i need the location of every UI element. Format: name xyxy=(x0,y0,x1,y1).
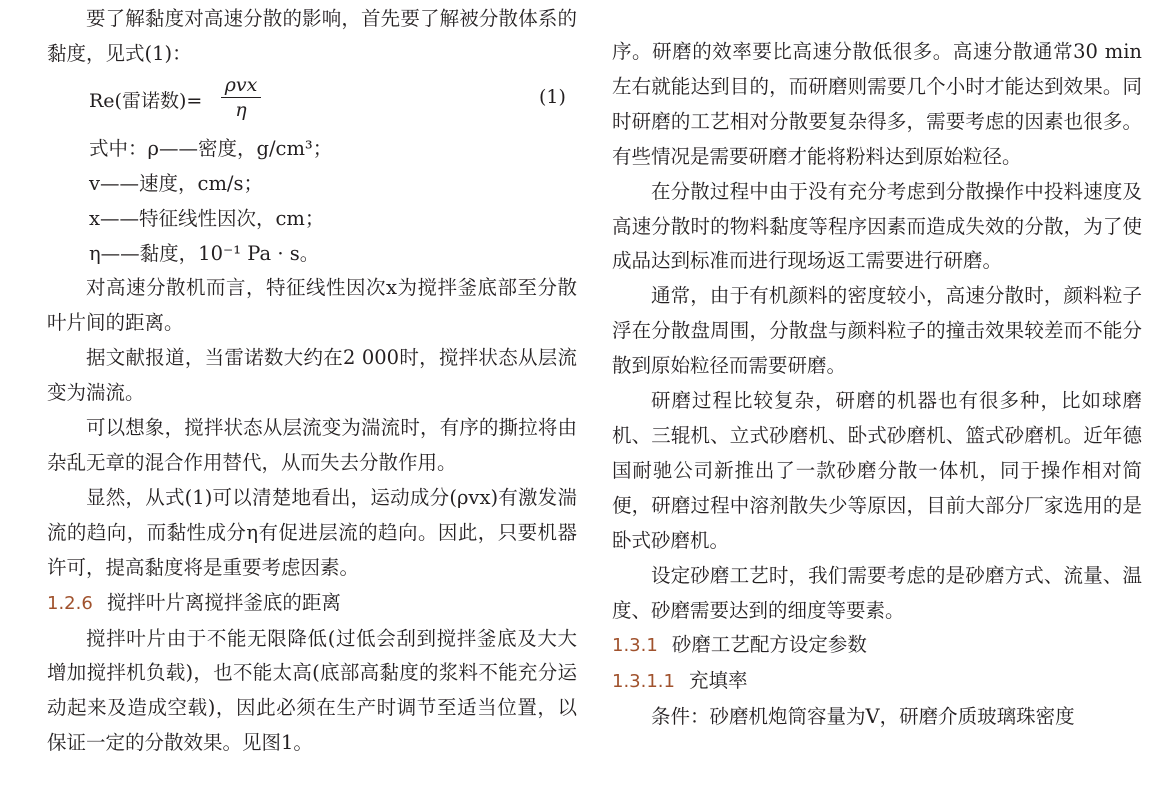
definition-viscosity: η——黏度，10⁻¹ Pa · s。 xyxy=(89,241,320,265)
left-paragraph-1: 要了解黏度对高速分散的影响，首先要了解被分散体系的黏度，见式(1)： xyxy=(47,7,577,65)
right-column xyxy=(612,35,1142,735)
section-title: 搅拌叶片离搅拌釜底的距离 xyxy=(106,590,341,614)
section-title: 砂磨工艺配方设定参数 xyxy=(671,633,867,657)
left-paragraph-6: 搅拌叶片由于不能无限降低(过低会刮到搅拌釜底及大大增加搅拌机负载)，也不能太高(底部高黏度的浆料不能充分运动起来及造成空载)，因此必须在生产时调节至适当位置，以保证一定的分散效果。见图1。 xyxy=(47,626,577,755)
section-number: 1.3.1 xyxy=(612,635,658,657)
right-paragraph-6: 条件：砂磨机炮筒容量为V，研磨介质玻璃珠密度 xyxy=(651,705,1075,729)
left-paragraph-5: 显然，从式(1)可以清楚地看出，运动成分(ρvx)有激发湍流的趋向，而黏性成分η有促进层流的趋向。因此，只要机器许可，提高黏度将是重要考虑因素。 xyxy=(47,485,577,579)
equation-number: (1) xyxy=(539,85,566,108)
definition-length: x——特征线性因次，cm； xyxy=(89,206,325,230)
right-paragraph-4: 研磨过程比较复杂，研磨的机器也有很多种，比如球磨机、三辊机、立式砂磨机、卧式砂磨机、篮式砂磨机。近年德国耐驰公司新推出了一款砂磨分散一体机，同于操作相对简便，研磨过程中溶剂散失少等原因，目前大部分厂家选用的是卧式砂磨机。 xyxy=(612,389,1142,552)
right-paragraph-5: 设定砂磨工艺时，我们需要考虑的是砂磨方式、流量、温度、砂磨需要达到的细度等要素。 xyxy=(612,563,1142,622)
definition-velocity: v——速度，cm/s； xyxy=(89,171,264,195)
section-heading-1-3-1-1 xyxy=(612,664,1142,700)
right-paragraph-2: 在分散过程中由于没有充分考虑到分散操作中投料速度及高速分散时的物料黏度等程序因素而造成失效的分散，为了使成品达到标准而进行现场返工需要进行研磨。 xyxy=(612,179,1142,273)
section-heading-1-2-6 xyxy=(47,586,577,622)
section-number: 1.3.1.1 xyxy=(612,671,675,693)
section-number: 1.2.6 xyxy=(47,592,93,614)
right-paragraph-3: 通常，由于有机颜料的密度较小，高速分散时，颜料粒子浮在分散盘周围，分散盘与颜料粒子的撞击效果较差而不能分散到原始粒径而需要研磨。 xyxy=(612,284,1142,378)
left-paragraph-3: 据文献报道，当雷诺数大约在2 000时，搅拌状态从层流变为湍流。 xyxy=(47,346,577,405)
formula-numerator: ρvx xyxy=(224,73,258,96)
left-paragraph-2: 对高速分散机而言，特征线性因次x为搅拌釜底部至分散叶片间的距离。 xyxy=(47,276,577,335)
left-paragraph-4: 可以想象，搅拌状态从层流变为湍流时，有序的撕拉将由杂乱无章的混合作用替代，从而失去分散作用。 xyxy=(47,416,577,474)
section-heading-1-3-1 xyxy=(612,628,1142,664)
definition-density: 式中：ρ——密度，g/cm³； xyxy=(89,136,333,160)
section-title: 充填率 xyxy=(688,669,748,693)
right-paragraph-1: 序。研磨的效率要比高速分散低很多。高速分散通常30 min左右就能达到目的，而研磨则需要几个小时才能达到效果。同时研磨的工艺相对分散要复杂得多，需要考虑的因素也很多。有些情况是需要研磨才能将粉料达到原始粒径。 xyxy=(612,40,1142,168)
left-column xyxy=(47,0,577,761)
formula-lhs: Re(雷诺数)= xyxy=(89,89,203,112)
formula-fraction xyxy=(221,74,261,121)
fraction-bar xyxy=(221,97,261,98)
formula-denominator: η xyxy=(235,98,247,121)
reynolds-formula xyxy=(89,72,577,132)
